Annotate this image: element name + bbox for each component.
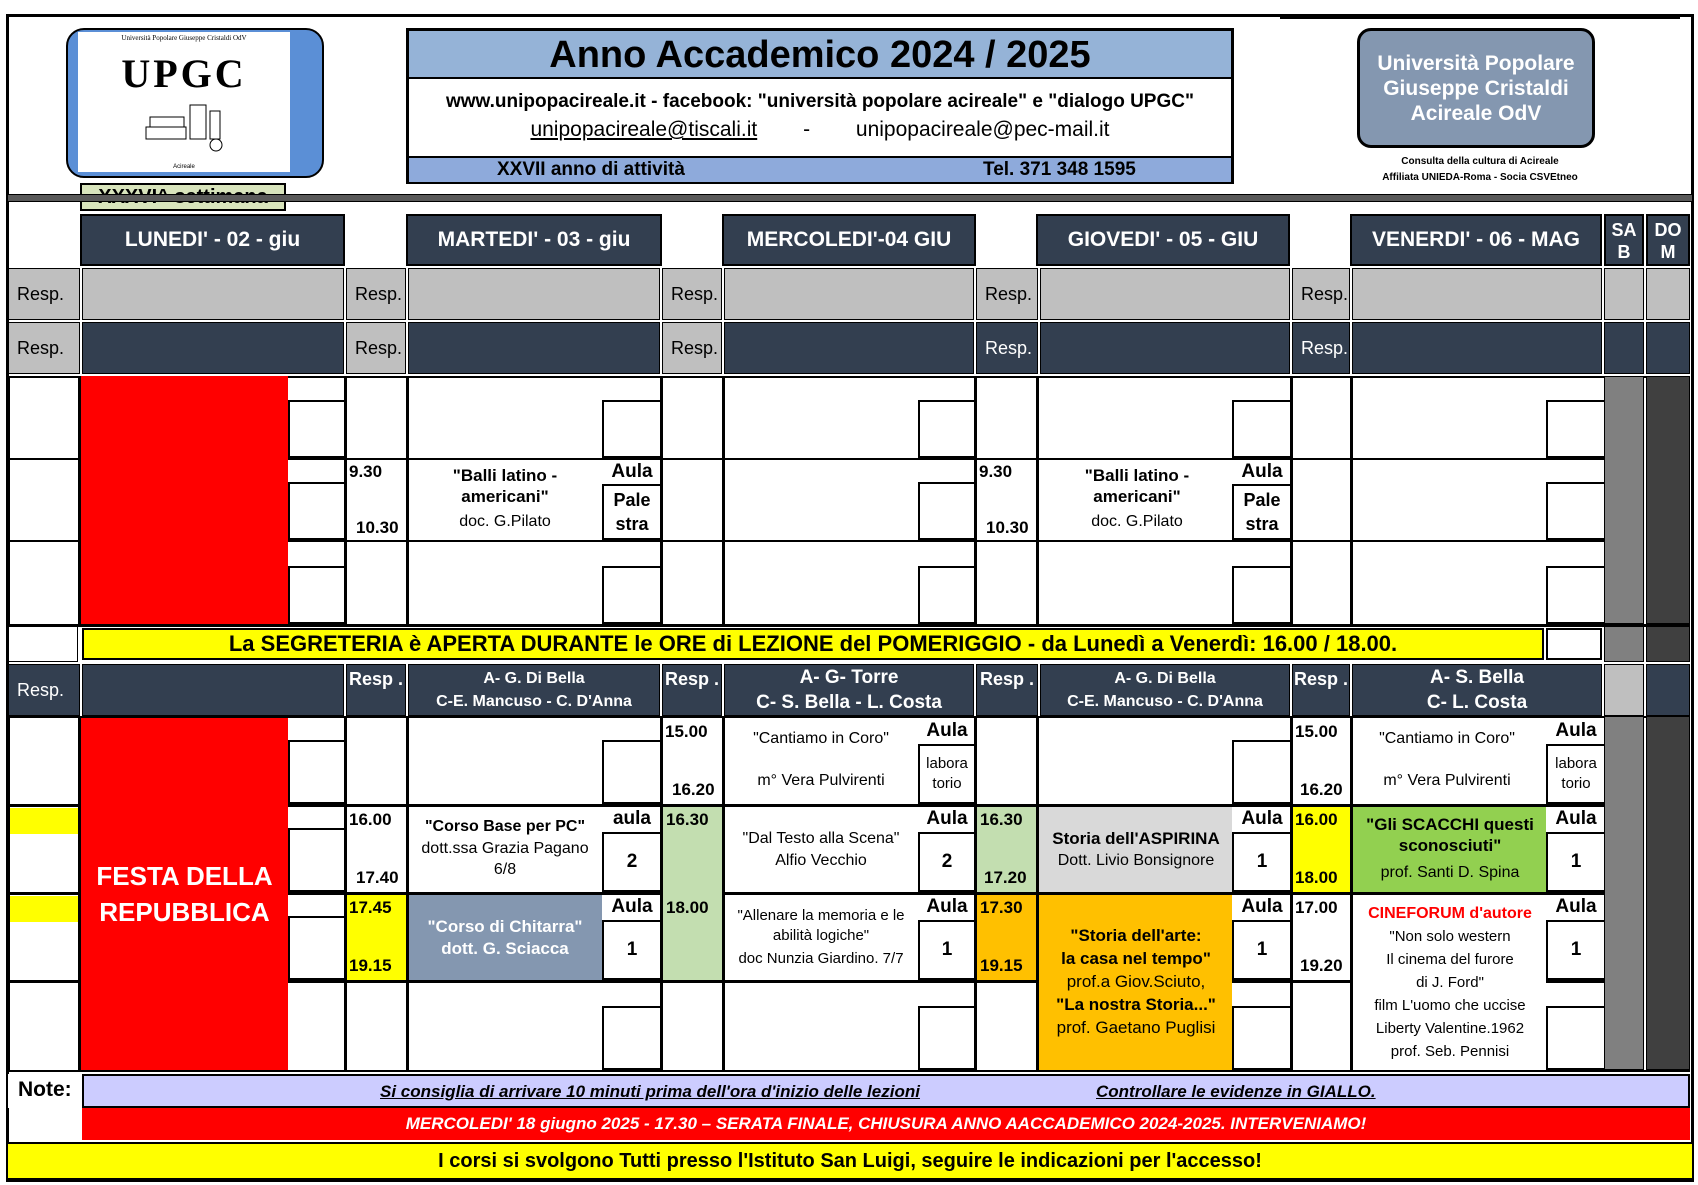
sab-column-afternoon [1604,716,1644,1070]
wed-slot2-aula-label: Aula [926,808,968,829]
tue-morning-end: 10.30 [356,518,399,537]
top-line [1280,16,1680,19]
resp-field-mon-2[interactable] [82,322,344,374]
wed-slot3-room: 1 [918,920,974,980]
afternoon-thu-c: C-E. Mancuso - C. D'Anna [1067,693,1263,710]
fri-slot3-room: 1 [1546,920,1604,980]
telephone: Tel. 371 348 1595 [983,159,1136,180]
tue-slot3-end: 19.15 [349,956,392,975]
resp-field-dom-2 [1646,322,1690,374]
afternoon-head-wed [724,664,974,716]
day-header-sab: SA B [1604,214,1644,266]
tue-slot2-room: 2 [602,832,660,892]
day-header-mon: LUNEDI' - 02 - giu [80,214,345,266]
consulta-text: Consulta della cultura di Acireale [1401,156,1559,167]
thu-slot3-teacher2: prof. Gaetano Puglisi [1056,1018,1216,1037]
day-header-thu: GIOVEDI' - 05 - GIU [1036,214,1290,266]
afternoon-head-fri [1352,664,1602,716]
thu-slot3-course [1040,924,1232,1039]
resp-fri-2: Resp. [1292,322,1350,374]
tue-slot3-start: 17.45 [349,898,392,917]
wed-slot1-room: labora torio [918,744,974,804]
tue-morning-course: "Balli latino - americani" [452,466,558,506]
email-link-1[interactable]: unipopacireale@tiscali.it [530,118,758,141]
wed-slot3-aula-label: Aula [926,896,968,917]
university-badge [1357,28,1595,148]
email-line [409,118,1231,142]
fri-slot3-cineforum [1354,902,1546,1063]
tue-morning-teacher: doc. G.Pilato [459,513,551,530]
thu-slot3-room: 1 [1232,920,1290,980]
thu-slot2-aula-label: Aula [1241,808,1283,829]
resp-field-sab-2 [1604,322,1644,374]
thu-morning-teacher: doc. G.Pilato [1091,513,1183,530]
fri-slot1-aula-label: Aula [1555,720,1597,741]
resp-afternoon-thu: Resp . [976,664,1038,716]
thu-morning-end: 10.30 [986,518,1029,537]
logo-text: UPGC [121,51,247,96]
email-link-2[interactable]: unipopacireale@pec-mail.it [855,118,1110,141]
fri-slot3-l3: di J. Ford" [1416,974,1484,991]
sab-column-morning [1604,376,1644,624]
resp-tue-2: Resp. [346,322,406,374]
thu-slot3-line2: la casa nel tempo" [1061,949,1211,968]
serata-finale-banner: MERCOLEDI' 18 giugno 2025 - 17.30 – SERATA FINALE, CHIUSURA ANNO AACCADEMICO 2024-2025. INTERVENIAMO! [82,1108,1690,1140]
uni-line-1: Università Popolare [1377,52,1575,75]
dom-column-afternoon [1646,716,1690,1070]
tue-slot2-course: "Corso Base per PC" [424,818,586,835]
fri-slot1-start: 15.00 [1295,722,1338,741]
fri-slot2-aula-label: Aula [1555,808,1597,829]
fri-slot2-end: 18.00 [1295,868,1338,887]
thu-slot2-start: 16.30 [980,810,1023,829]
fri-slot3-aula-label: Aula [1555,896,1597,917]
thu-slot3-aula-label: Aula [1241,896,1283,917]
thu-morning-start: 9.30 [979,462,1013,481]
fri-slot3-l6: prof. Seb. Pennisi [1390,1043,1510,1060]
afternoon-thu-a: A- G. Di Bella [1114,670,1216,687]
highlight-marker-1 [10,808,78,834]
thu-slot2-teacher: Dott. Livio Bonsignore [1057,852,1215,869]
thu-slot3-teacher1: prof.a Giov.Sciuto, [1066,972,1206,991]
afternoon-head-tue [408,664,660,716]
fri-slot2-room: 1 [1546,832,1604,892]
afternoon-fri-c: C- L. Costa [1426,692,1528,713]
resp-mon-1: Resp. [8,268,80,320]
email-separator: - [803,118,811,141]
fri-slot3-end: 19.20 [1300,956,1343,975]
uni-line-2: Giuseppe Cristaldi [1383,77,1569,100]
thu-morning-course: "Balli latino - americani" [1084,466,1190,506]
wed-slot2-course: "Dal Testo alla Scena" [742,830,900,847]
fri-slot2-teacher: prof. Santi D. Spina [1380,864,1520,881]
fri-slot3-start: 17.00 [1295,898,1338,917]
fri-slot1-teacher: m° Vera Pulvirenti [1383,772,1511,789]
day-header-fri: VENERDI' - 06 - MAG [1350,214,1602,266]
day-header-wed: MERCOLEDI'-04 GIU [722,214,976,266]
tue-slot3-aula-label: Aula [611,896,653,917]
upgc-logo [78,32,290,172]
resp-field-wed-2[interactable] [724,322,974,374]
resp-afternoon-wed: Resp . [662,664,722,716]
books-icon [124,97,244,152]
note-label: Note: [18,1078,72,1101]
resp-wed-2: Resp. [662,322,722,374]
wed-slot1-teacher: m° Vera Pulvirenti [757,772,885,789]
logo-caption-bottom: Acireale [173,164,195,170]
dom-column-morning [1646,376,1690,624]
wed-slot3-teacher: doc Nunzia Giardino. 7/7 [738,950,904,967]
tue-slot3-room: 1 [602,920,660,980]
resp-thu-2: Resp. [976,322,1038,374]
segreteria-banner: La SEGRETERIA è APERTA DURANTE le ORE di LEZIONE del POMERIGGIO - da Lunedì a Venerdì: 16.00 / 18.00. [82,628,1544,660]
fri-slot1-end: 16.20 [1300,780,1343,799]
tue-slot3-course: "Corso di Chitarra" [427,917,583,936]
fri-slot2-course: "Gli SCACCHI questi sconosciuti" [1366,815,1534,855]
resp-tue-1: Resp. [346,268,406,320]
highlight-marker-2 [10,896,78,922]
resp-fri-1: Resp. [1292,268,1350,320]
afternoon-fri-a: A- S. Bella [1430,667,1524,688]
day-header-dom: DO M [1646,214,1690,266]
thu-slot3-end: 19.15 [980,956,1023,975]
note-arrival: Si consiglia di arrivare 10 minuti prima dell'ora d'inizio delle lezioni [380,1082,920,1101]
wed-slot3-start: 18.00 [666,898,709,917]
resp-afternoon-tue: Resp . [346,664,406,716]
afternoon-tue-a: A- G. Di Bella [483,670,585,687]
anno-attivita: XXVII anno di attività [497,159,685,180]
festa-label: FESTA DELLA REPUBBLICA [96,861,273,927]
fri-slot2-start: 16.00 [1295,810,1338,829]
tue-slot2-start: 16.00 [349,810,392,829]
resp-field-tue-1[interactable] [408,268,660,320]
resp-field-dom-1 [1646,268,1690,320]
resp-field-wed-1[interactable] [724,268,974,320]
wed-slot2-teacher: Alfio Vecchio [775,852,867,869]
resp-field-fri-1[interactable] [1352,268,1602,320]
resp-afternoon-mon: Resp. [8,664,80,716]
uni-line-3: Acireale OdV [1410,102,1542,125]
logo-caption-top: Università Popolare Giuseppe Cristaldi OdV [121,34,247,42]
note-highlights: Controllare le evidenze in GIALLO. [1096,1082,1376,1101]
resp-field-thu-2[interactable] [1040,322,1290,374]
page-title: Anno Accademico 2024 / 2025 [409,31,1231,79]
thu-slot3-start: 17.30 [980,898,1023,917]
fri-slot3-l4: film L'uomo che uccise [1374,997,1526,1014]
thu-slot2-end: 17.20 [984,868,1027,887]
affiliata-text: Affiliata UNIEDA-Roma - Socia CSVEtneo [1382,172,1578,183]
location-banner: I corsi si svolgono Tutti presso l'Istituto San Luigi, seguire le indicazioni per l'accesso! [6,1142,1694,1180]
day-header-tue: MARTEDI' - 03 - giu [406,214,662,266]
thu-slot2-room: 1 [1232,832,1290,892]
afternoon-wed-c: C- S. Bella - L. Costa [756,692,942,713]
thu-slot3-line1: "Storia dell'arte: [1070,926,1202,945]
resp-thu-1: Resp. [976,268,1038,320]
wed-slot2-start: 16.30 [666,810,709,829]
thu-slot2-course: Storia dell'ASPIRINA [1052,829,1220,848]
tue-slot2-end: 17.40 [356,868,399,887]
wed-slot1-course: "Cantiamo in Coro" [753,730,889,747]
afternoon-tue-c: C-E. Mancuso - C. D'Anna [436,693,632,710]
afternoon-head-mon [82,664,344,716]
monday-holiday-morning [81,376,288,624]
resp-mon-2: Resp. [8,322,80,374]
info-bar [409,156,1231,182]
wed-slot1-end: 16.20 [672,780,715,799]
resp-afternoon-fri: Resp . [1292,664,1350,716]
fri-slot1-room: labora torio [1546,744,1604,804]
fri-slot1-course: "Cantiamo in Coro" [1379,730,1515,747]
wed-slot2-room: 2 [918,832,974,892]
tue-slot2-aula-label: aula [612,808,652,829]
fri-slot3-title: CINEFORUM d'autore [1368,905,1532,922]
resp-field-tue-2[interactable] [408,322,660,374]
website-line[interactable]: www.unipopacireale.it - facebook: "università popolare acireale" e "dialogo UPGC" [445,91,1194,112]
thu-morning-aula-label: Aula [1241,461,1283,482]
tue-slot2-teacher: dott.ssa Grazia Pagano 6/8 [421,840,589,878]
fri-slot3-l5: Liberty Valentine.1962 [1375,1020,1525,1037]
tue-morning-start: 9.30 [349,462,383,481]
fri-slot3-l2: Il cinema del furore [1386,951,1514,968]
tue-morning-aula-label: Aula [611,461,653,482]
tue-morning-room: Pale stra [602,484,660,540]
fri-slot3-l1: "Non solo western [1389,928,1511,945]
resp-wed-1: Resp. [662,268,722,320]
separator-bar [8,194,1692,202]
notes-bar [82,1074,1690,1108]
wed-slot3-course: "Allenare la memoria e le abilità logiche" [737,907,905,944]
afternoon-wed-a: A- G- Torre [799,667,899,688]
wed-slot1-aula-label: Aula [926,720,968,741]
resp-field-thu-1[interactable] [1040,268,1290,320]
tue-slot3-teacher: dott. G. Sciacca [441,939,569,958]
afternoon-head-thu [1040,664,1290,716]
wed-green-block [663,807,722,980]
resp-field-mon-1[interactable] [82,268,344,320]
resp-field-fri-2[interactable] [1352,322,1602,374]
thu-morning-room: Pale stra [1232,484,1290,540]
wed-slot1-start: 15.00 [665,722,708,741]
resp-field-sab-1 [1604,268,1644,320]
thu-slot3-line3: "La nostra Storia..." [1056,995,1216,1014]
